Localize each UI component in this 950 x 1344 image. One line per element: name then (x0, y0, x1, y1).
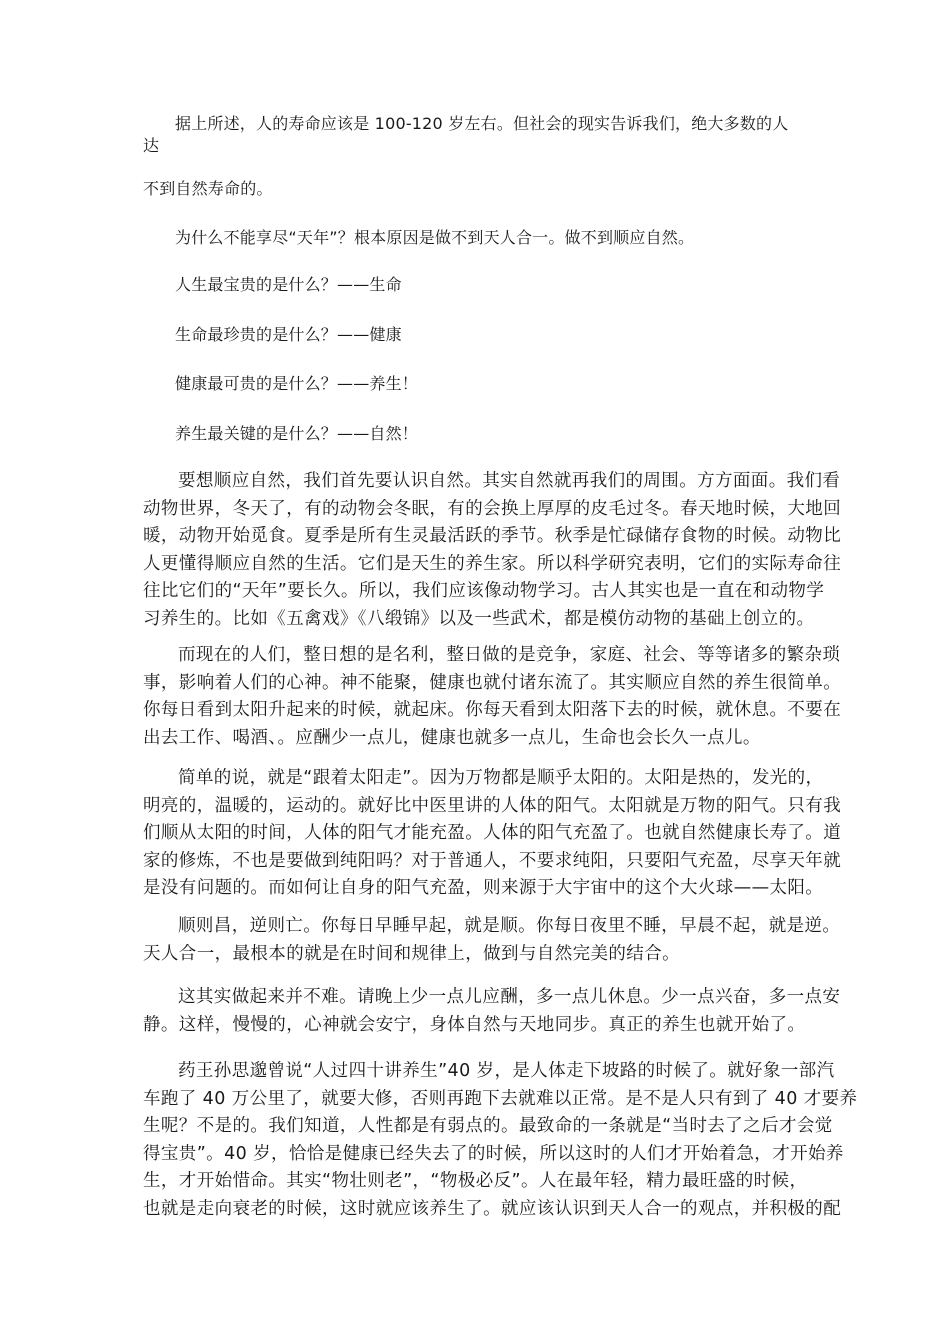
text-line: 静。这样，慢慢的，心神就会安宁，身体自然与天地同步。真正的养生也就开始了。 (143, 1014, 806, 1035)
text-line: 简单的说，就是“跟着太阳走”。因为万物都是顺乎太阳的。太阳是热的，发光的， (178, 768, 824, 788)
text-line: 往比它们的“天年”要长久。所以，我们应该像动物学习。古人其实也是一直在和动物学 (143, 581, 825, 601)
paragraph-lifespan (143, 113, 823, 135)
text-line: 车跑了 40 万公里了，就要大修，否则再跑下去就难以正常。是不是人只有到了 40 才要养 (143, 1088, 858, 1109)
text-line: 而现在的人们，整日想的是名利，整日做的是竞争，家庭、社会、等等诸多的繁杂琐 (178, 645, 841, 665)
text-line: 们顺从太阳的时间，人体的阳气才能充盈。人体的阳气充盈了。也就自然健康长寿了。道 (143, 823, 842, 843)
paragraph-sun-simiao (143, 1058, 858, 1223)
paragraph-life: 人生最宝贵的是什么？——生命 (175, 275, 402, 294)
text-line: 也就是走向衰老的时候，这时就应该养生了。就应该认识到天人合一的观点，并积极的配 (143, 1198, 842, 1219)
text-line: 人更懂得顺应自然的生活。它们是天生的养生家。所以科学研究表明，它们的实际寿命往 (143, 553, 842, 574)
text-line: 家的修炼，不也是要做到纯阳吗？对于普通人，不要求纯阳，只要阳气充盈，尽享天年就 (143, 850, 842, 871)
paragraph-health: 生命最珍贵的是什么？——健康 (175, 325, 402, 344)
text-line: 不到自然寿命的。 (143, 179, 273, 198)
paragraph-calm (143, 984, 841, 1039)
text-line: 是没有问题的。而如何让自身的阳气充盈，则来源于大宇宙中的这个大火球——太阳。 (143, 878, 824, 898)
paragraph-lifespan-end (143, 178, 823, 200)
paragraph-question: 为什么不能享尽“天年”？根本原因是做不到天人合一。做不到顺应自然。 (175, 228, 695, 247)
text-line: 得宝贵”。40 岁，恰恰是健康已经失去了的时候，所以这时的人们才开始着急，才开始养 (143, 1143, 844, 1164)
text-line: 药王孙思邈曾说“人过四十讲养生”40 岁，是人体走下坡路的时候了。就好象一部汽 (178, 1061, 835, 1081)
text-line: 你每日看到太阳升起来的时候，就起床。你每天看到太阳落下去的时候，就休息。不要在 (143, 700, 842, 720)
text-line: 习养生的。比如《五禽戏》《八缎锦》以及一些武术，都是模仿动物的基础上创立的。 (143, 608, 815, 629)
paragraph-lifespan-cont (143, 135, 823, 157)
text-line: 达 (143, 136, 160, 155)
text-line: 顺则昌，逆则亡。你每日早睡早起，就是顺。你每日夜里不睡，早晨不起，就是逆。 (178, 916, 841, 936)
paragraph-follow-sun (143, 765, 842, 903)
paragraph-modern (143, 642, 842, 752)
text-line: 事，影响着人们的心神。神不能聚，健康也就付诸东流了。其实顺应自然的养生很简单。 (143, 672, 842, 693)
text-line: 生，才开始惜命。其实“物壮则老”，“物极必反”。人在最年轻，精力最旺盛的时候， (143, 1171, 808, 1191)
text-line: 动物世界，冬天了，有的动物会冬眠，有的会换上厚厚的皮毛过冬。春天地时候，大地回 (143, 498, 842, 519)
text-line: 暖，动物开始觅食。夏季是所有生灵最活跃的季节。秋季是忙碌储存食物的时候。动物比 (143, 526, 842, 546)
text-line: 这其实做起来并不难。请晚上少一点儿应酬，多一点儿休息。少一点兴奋，多一点安 (178, 987, 841, 1007)
text-line: 天人合一，最根本的就是在时间和规律上，做到与自然完美的结合。 (143, 943, 680, 964)
paragraph-animals (143, 468, 842, 633)
text-line: 生呢？不是的。我们知道，人性都是有弱点的。最致命的一条就是“当时去了之后才会觉 (143, 1116, 833, 1136)
paragraph-harmony (143, 913, 841, 968)
text-line: 据上所述，人的寿命应该是 100-120 岁左右。但社会的现实告诉我们，绝大多数的人 (175, 114, 789, 133)
text-line: 要想顺应自然，我们首先要认识自然。其实自然就再我们的周围。方方面面。我们看 (178, 471, 841, 491)
paragraph-nourish: 健康最可贵的是什么？——养生！ (175, 374, 419, 393)
text-line: 出去工作、喝酒、。应酬少一点儿，健康也就多一点儿，生命也会长久一点儿。 (143, 727, 761, 748)
paragraph-nature: 养生最关键的是什么？——自然！ (175, 424, 419, 443)
text-line: 明亮的，温暖的，运动的。就好比中医里讲的人体的阳气。太阳就是万物的阳气。只有我 (143, 795, 842, 816)
